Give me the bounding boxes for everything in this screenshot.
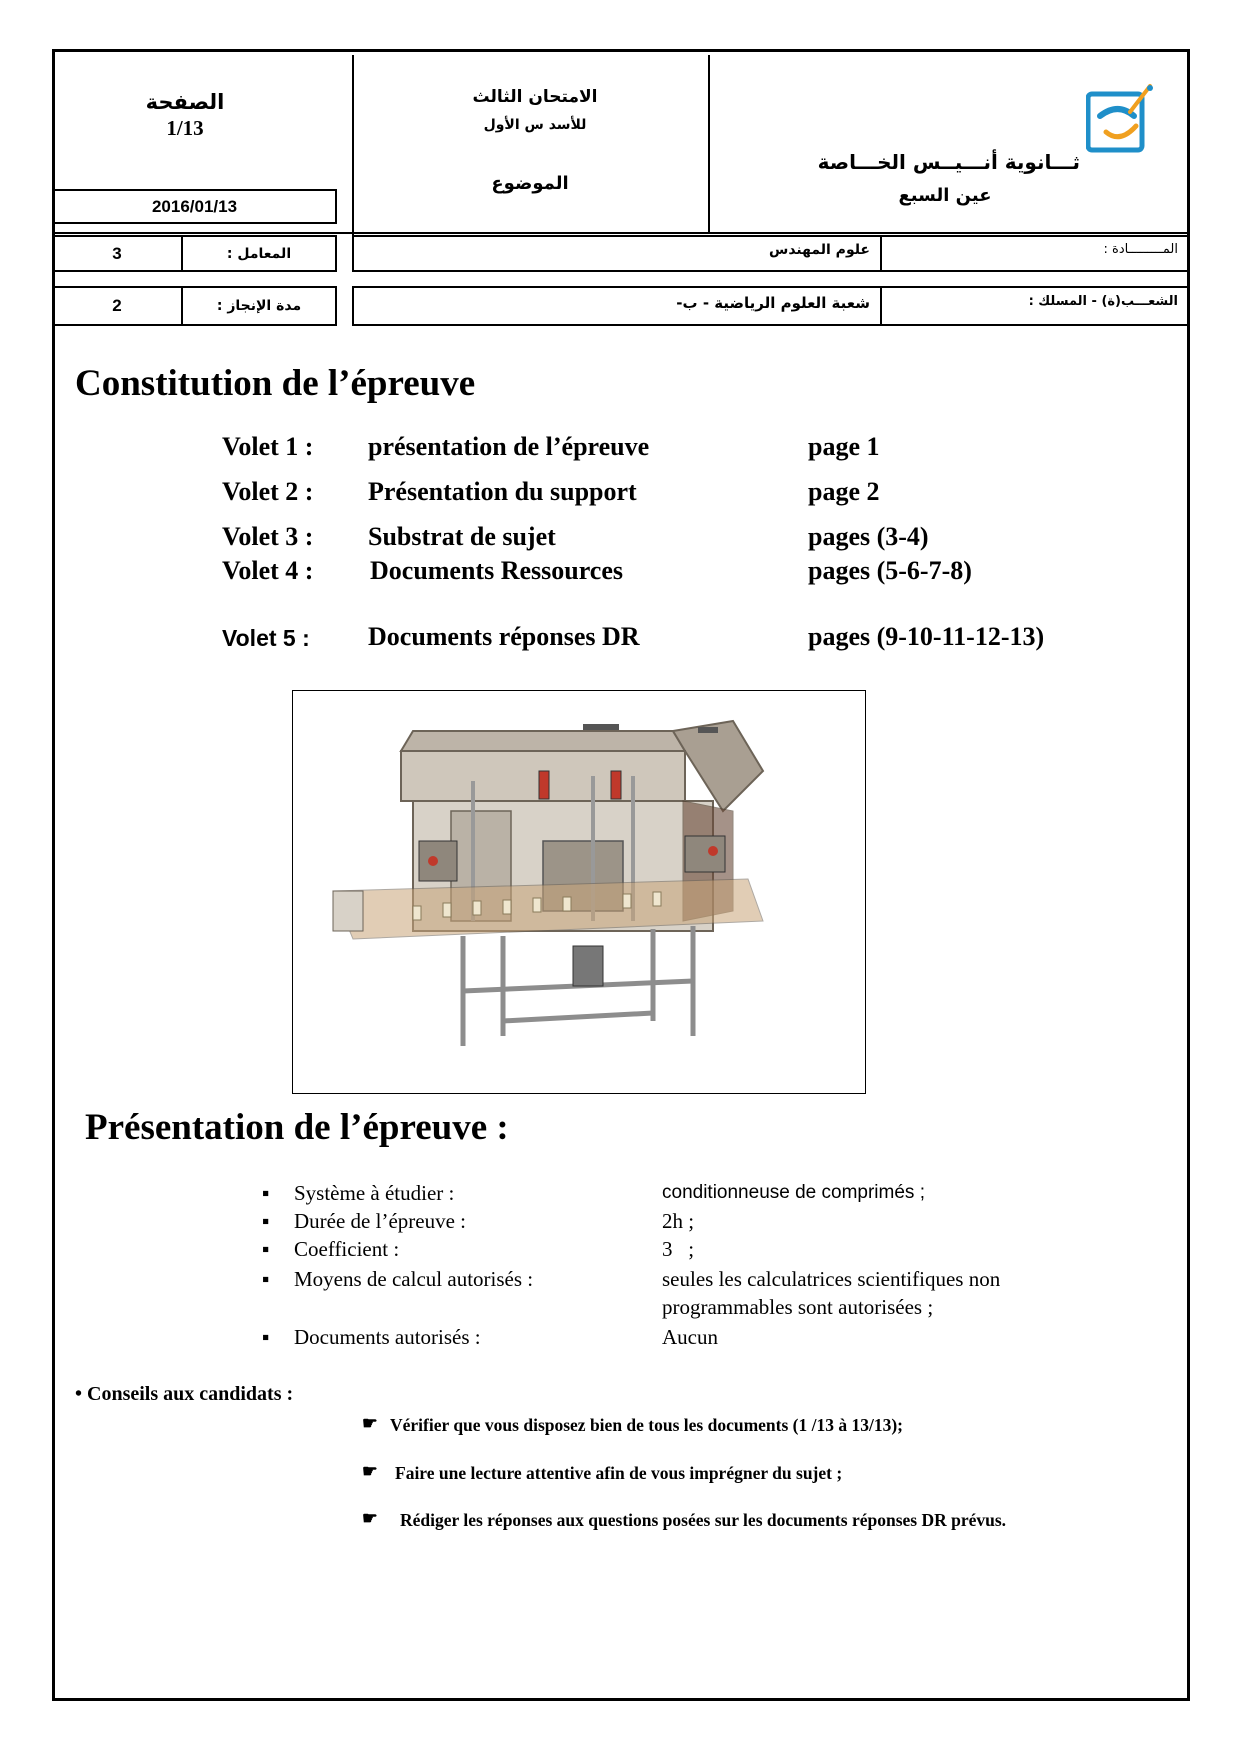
item-5-label: Documents autorisés : [294,1325,481,1349]
item-1-value: conditionneuse de comprimés ; [662,1182,925,1203]
duration-label: مدة الإنجاز : [216,298,302,314]
volet-1-label: Volet 1 : [222,432,314,461]
bullet-2-icon: ▪ [262,1209,270,1233]
volet-3-pages: pages (3-4) [808,522,929,551]
pointing-hand-icon: ☛ [362,1413,378,1433]
volet-4-label: Volet 4 : [222,556,314,585]
filiere-value: شعبة العلوم الرياضية - ب- [676,294,870,312]
conseil-3: Rédiger les réponses aux questions posées sur les documents réponses DR prévus. [400,1510,1007,1530]
conseil-2: Faire une lecture attentive afin de vous imprégner du sujet ; [395,1463,843,1483]
exam-subtitle: للأسد س الأول [483,117,587,133]
pointing-hand-icon: ☛ [362,1461,378,1481]
volet-3-desc: Substrat de sujet [368,522,556,551]
matiere-value: علوم المهندس [769,242,870,258]
volet-3-label: Volet 3 : [222,522,314,551]
volet-5-desc: Documents réponses DR [368,622,640,651]
subject-label: الموضوع [491,172,569,194]
item-4-value: seules les calculatrices scientifiques non [662,1267,1001,1291]
volet-4-pages: pages (5-6-7-8) [808,556,972,585]
coef-value: 3 [112,243,122,263]
school-name: ثـــانوية أنـــيــس الخـــاصة [817,150,1080,174]
item-3-label: Coefficient : [294,1237,400,1261]
presentation-title: Présentation de l’épreuve : [85,1107,509,1148]
duration-value: 2 [112,296,122,315]
volet-1-pages: page 1 [808,432,880,461]
machine-photo [292,690,866,1094]
volet-5-label: Volet 5 : [222,625,310,651]
filiere-label: الشعـــب(ة) - المسلك : [1028,294,1178,309]
item-2-label: Durée de l’épreuve : [294,1209,466,1233]
exam-date: 2016/01/13 [52,189,337,224]
bullet-5-icon: ▪ [262,1325,270,1349]
item-1-label: Système à étudier : [294,1181,455,1205]
volet-2-label: Volet 2 : [222,477,314,506]
coef-label: المعامل : [226,245,292,262]
item-5-value: Aucun [662,1325,718,1349]
volet-5-pages: pages (9-10-11-12-13) [808,622,1045,651]
school-city: عين السبع [898,184,992,206]
item-3-value: 3 ; [662,1237,695,1261]
school-logo [1086,82,1154,154]
volet-2-pages: page 2 [808,477,880,506]
bullet-3-icon: ▪ [262,1237,270,1261]
constitution-title: Constitution de l’épreuve [75,363,476,404]
page-label: الصفحة [145,90,225,114]
item-4-label: Moyens de calcul autorisés : [294,1267,534,1291]
matiere-label: المـــــــــادة : [1103,242,1178,257]
bullet-4-icon: ▪ [262,1267,270,1291]
conseils-title: • Conseils aux candidats : [75,1383,294,1405]
page-number: 1/13 [166,115,204,140]
pointing-hand-icon: ☛ [362,1508,378,1528]
volet-1-desc: présentation de l’épreuve [368,432,650,461]
exam-title: الامتحان الثالث [472,87,598,107]
volet-4-desc: Documents Ressources [370,556,623,585]
item-4-value-2: programmables sont autorisées ; [662,1295,934,1319]
bullet-1-icon: ▪ [262,1181,270,1205]
volet-2-desc: Présentation du support [368,477,637,506]
conseil-1: Vérifier que vous disposez bien de tous les documents (1 /13 à 13/13); [390,1415,904,1435]
item-2-value: 2h ; [662,1209,695,1233]
